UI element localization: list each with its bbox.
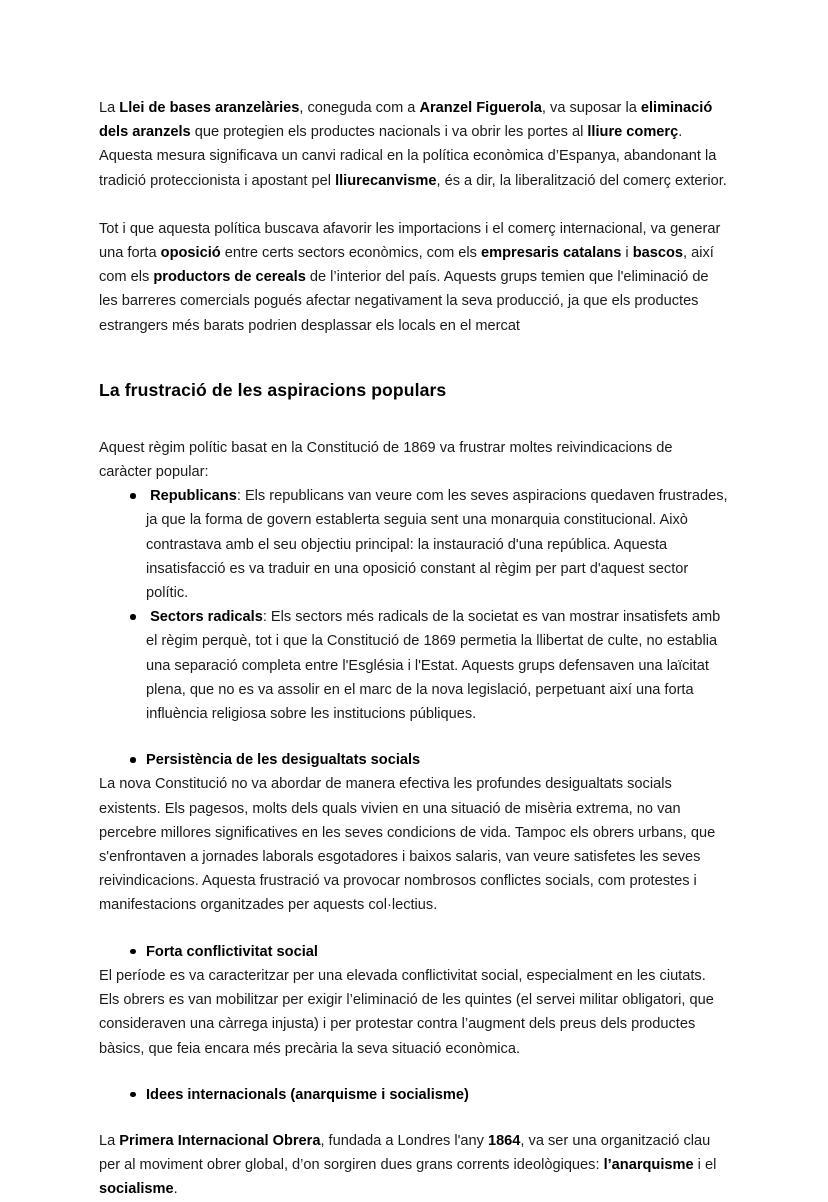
paragraph-desigualtats-socials: La nova Constitució no va abordar de manera efectiva les profundes desigualtats socials existents. Els pagesos, molts dels quals vivien en una situació de misèria extrema, no van percebre millores significatives en les seves condicions de vida. Tampoc els obrers urbans, que s'enfrontaven a jornades laborals esgotadores i baixos salaris, van veure satisfetes les seves reivindicacions. Aquesta frustració va provocar nombrosos conflictes socials, com protestes i manifestacions organitzades per aquests col·lectius. — [99, 776, 716, 914]
paragraph-oposicio-sectors: Tot i que aquesta política buscava afavorir les importacions i el comerç internacional, va generar una forta oposició entre certs sectors econòmics, com els empresaris catalans i bascos, així com els productors de cereals de l’interior del país. Aquests grups temien que l'eliminació de les barreres comercials pogués afectar negativament la seva producció, ja que els productes estrangers més barats podrien desplassar els locals en el mercat — [99, 220, 721, 334]
heading-spacer-below — [99, 402, 728, 436]
list-item-heading-text: Forta conflictivitat social — [146, 943, 318, 960]
bullet-dot-icon — [130, 949, 136, 955]
list-item-sectors-radicals — [99, 605, 728, 726]
paragraph-intro-reivindicacions: Aquest règim polític basat en la Constitució de 1869 va frustrar moltes reivindicacions de caràcter popular: — [99, 439, 673, 481]
paragraph-conflictivitat-social: El període es va caracteritzar per una elevada conflictivitat social, especialment en les ciutats. Els obrers es van mobilitzar per exigir l’eliminació de les quintes (el servei militar obligatori, que consideraven una càrrega injusta) i per protestar contra l’augment dels preus dels productes bàsics, que feia encara més precària la seva situació econòmica. — [99, 967, 714, 1057]
list-item-forta-conflictivitat — [99, 940, 728, 964]
paragraph-llei-bases-aranzelaries: La Llei de bases aranzelàries, coneguda com a Aranzel Figuerola, va suposar la eliminació dels aranzels que protegien els productes nacionals i va obrir les portes al lliure comerç. Aquesta mesura significava un canvi radical en la política econòmica d’Espanya, abandonant la tradició proteccionista i apostant pel lliurecanvisme, és a dir, la liberalització del comerç exterior. — [99, 100, 727, 189]
bullet-list-reivindicacions — [99, 484, 728, 726]
list-item-heading-text: Idees internacionals (anarquisme i socialisme) — [146, 1086, 469, 1103]
paragraph-spacer-internacional — [99, 1107, 728, 1129]
list-item-heading-text: Persistència de les desigualtats socials — [146, 752, 421, 769]
bullet-dot-icon — [130, 1092, 136, 1098]
heading-spacer-above — [99, 338, 728, 378]
list-item-idees-internacionals — [99, 1083, 728, 1107]
bullet-dot-icon — [130, 757, 136, 763]
bullet-dot-icon — [130, 614, 136, 620]
section-spacer-conflictivitat — [99, 918, 728, 940]
bullet-dot-icon — [130, 493, 136, 499]
section-spacer-desigualtats — [99, 726, 728, 748]
document-content — [99, 96, 728, 1202]
paragraph-primera-internacional: La Primera Internacional Obrera, fundada a Londres l'any 1864, va ser una organització clau per al moviment obrer global, d’on sorgiren dues grans corrents ideològiques: l’anarquisme i el socialisme. — [99, 1132, 717, 1198]
list-item-text: Republicans: Els republicans van veure com les seves aspiracions quedaven frustrades, ja que la forma de govern establerta seguia sent una monarquia constitucional. Això contrastava amb el seu objectiu principal: la instauració d'una república. Aquesta insatisfacció es va traduir en una oposició constant al règim per part d'aquest sector polític. — [146, 488, 728, 602]
list-item-republicans — [99, 484, 728, 605]
section-spacer-idees — [99, 1061, 728, 1083]
paragraph-spacer — [99, 193, 728, 217]
list-item-text: Sectors radicals: Els sectors més radicals de la societat es van mostrar insatisfets amb el règim perquè, tot i que la Constitució de 1869 permetia la llibertat de culte, no establia una separació completa entre l'Església i l'Estat. Aquests grups defensaven una laïcitat plena, que no es va assolir en el marc de la nova legislació, perpetuant així una forta influència religiosa sobre les institucions públiques. — [146, 609, 721, 723]
page-title: La frustració de les aspiracions populars — [99, 379, 447, 400]
list-item-persistencia-desigualtats — [99, 748, 728, 772]
